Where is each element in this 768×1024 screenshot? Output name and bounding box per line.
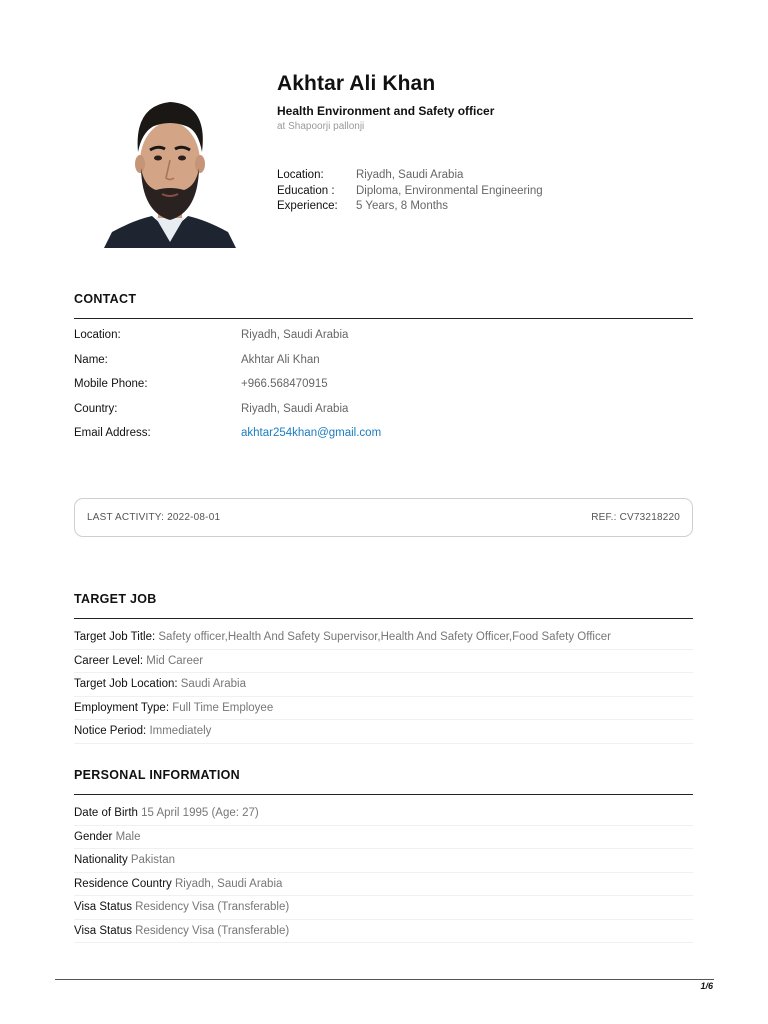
item-value: Saudi Arabia: [180, 678, 246, 690]
contact-table: [74, 323, 693, 446]
footer-divider: [55, 979, 714, 980]
contact-value: Akhtar Ali Khan: [241, 353, 320, 366]
page-number: 1/6: [700, 981, 713, 991]
item-value: Riyadh, Saudi Arabia: [175, 877, 283, 890]
summary-label: Education :: [277, 184, 335, 197]
list-item: [74, 873, 693, 897]
item-label: Visa Status: [74, 924, 136, 937]
personal-info-section-title: PERSONAL INFORMATION: [74, 768, 693, 795]
item-value: Male: [115, 830, 141, 843]
activity-box: [74, 498, 693, 537]
list-item: [74, 697, 693, 721]
list-item: [74, 920, 693, 944]
contact-row: [74, 372, 693, 397]
reference-id: REF.: CV73218220: [591, 512, 680, 523]
contact-row: [74, 348, 693, 373]
candidate-job-title: Health Environment and Safety officer: [277, 104, 495, 118]
item-label: Gender: [74, 830, 116, 843]
contact-label: Email Address:: [74, 427, 151, 439]
item-label: Visa Status: [74, 901, 136, 913]
contact-label: Country:: [74, 402, 118, 415]
item-label: Employment Type:: [74, 701, 173, 714]
list-item: [74, 826, 693, 850]
personal-info-section: [74, 768, 693, 943]
email-link[interactable]: akhtar254khan@gmail.com: [241, 427, 382, 439]
summary-label: Experience:: [277, 200, 338, 212]
list-item: [74, 896, 693, 920]
list-item: [74, 802, 693, 826]
profile-summary: [277, 168, 697, 215]
target-job-list: [74, 626, 693, 744]
contact-value: +966.568470915: [241, 378, 328, 390]
candidate-company: at Shapoorji pallonji: [277, 121, 365, 132]
contact-value: Riyadh, Saudi Arabia: [241, 329, 349, 341]
summary-value: Diploma, Environmental Engineering: [356, 184, 543, 197]
target-job-section-title: TARGET JOB: [74, 592, 693, 619]
contact-row: [74, 397, 693, 422]
personal-info-list: [74, 802, 693, 943]
profile-photo: [104, 82, 236, 248]
item-value: Residency Visa (Transferable): [135, 924, 290, 937]
summary-row: [277, 168, 697, 184]
contact-row: [74, 323, 693, 348]
list-item: [74, 673, 693, 697]
item-value: Full Time Employee: [172, 701, 274, 714]
item-value: Mid Career: [146, 654, 204, 667]
target-job-section: [74, 592, 693, 744]
item-label: Date of Birth: [74, 807, 142, 819]
summary-value: Riyadh, Saudi Arabia: [356, 169, 464, 181]
list-item: [74, 626, 693, 650]
item-value: Pakistan: [130, 854, 175, 866]
contact-label: Name:: [74, 353, 108, 366]
item-label: Residence Country: [74, 877, 175, 890]
contact-section-title: CONTACT: [74, 292, 693, 319]
item-value: Safety officer,Health And Safety Supervisor,Health And Safety Officer,Food Safety Officer: [158, 631, 611, 643]
item-label: Target Job Location:: [74, 678, 181, 690]
contact-label: Location:: [74, 329, 121, 341]
list-item: [74, 849, 693, 873]
item-label: Target Job Title:: [74, 631, 159, 643]
item-value: Immediately: [149, 725, 212, 737]
summary-value: 5 Years, 8 Months: [356, 200, 449, 212]
list-item: [74, 650, 693, 674]
profile-header: [277, 72, 697, 215]
contact-section: [74, 292, 693, 446]
contact-row: [74, 421, 693, 446]
profile-photo-illustration: [104, 82, 236, 248]
contact-label: Mobile Phone:: [74, 378, 148, 390]
list-item: [74, 720, 693, 744]
item-label: Notice Period:: [74, 725, 150, 737]
summary-row: [277, 199, 697, 215]
item-value: Residency Visa (Transferable): [135, 901, 290, 913]
summary-label: Location:: [277, 169, 324, 181]
candidate-name: Akhtar Ali Khan: [277, 72, 436, 95]
summary-row: [277, 184, 697, 200]
last-activity: LAST ACTIVITY: 2022-08-01: [87, 512, 221, 523]
item-value: 15 April 1995 (Age: 27): [141, 807, 259, 819]
item-label: Nationality: [74, 854, 131, 866]
item-label: Career Level:: [74, 654, 147, 667]
contact-value: Riyadh, Saudi Arabia: [241, 402, 349, 415]
